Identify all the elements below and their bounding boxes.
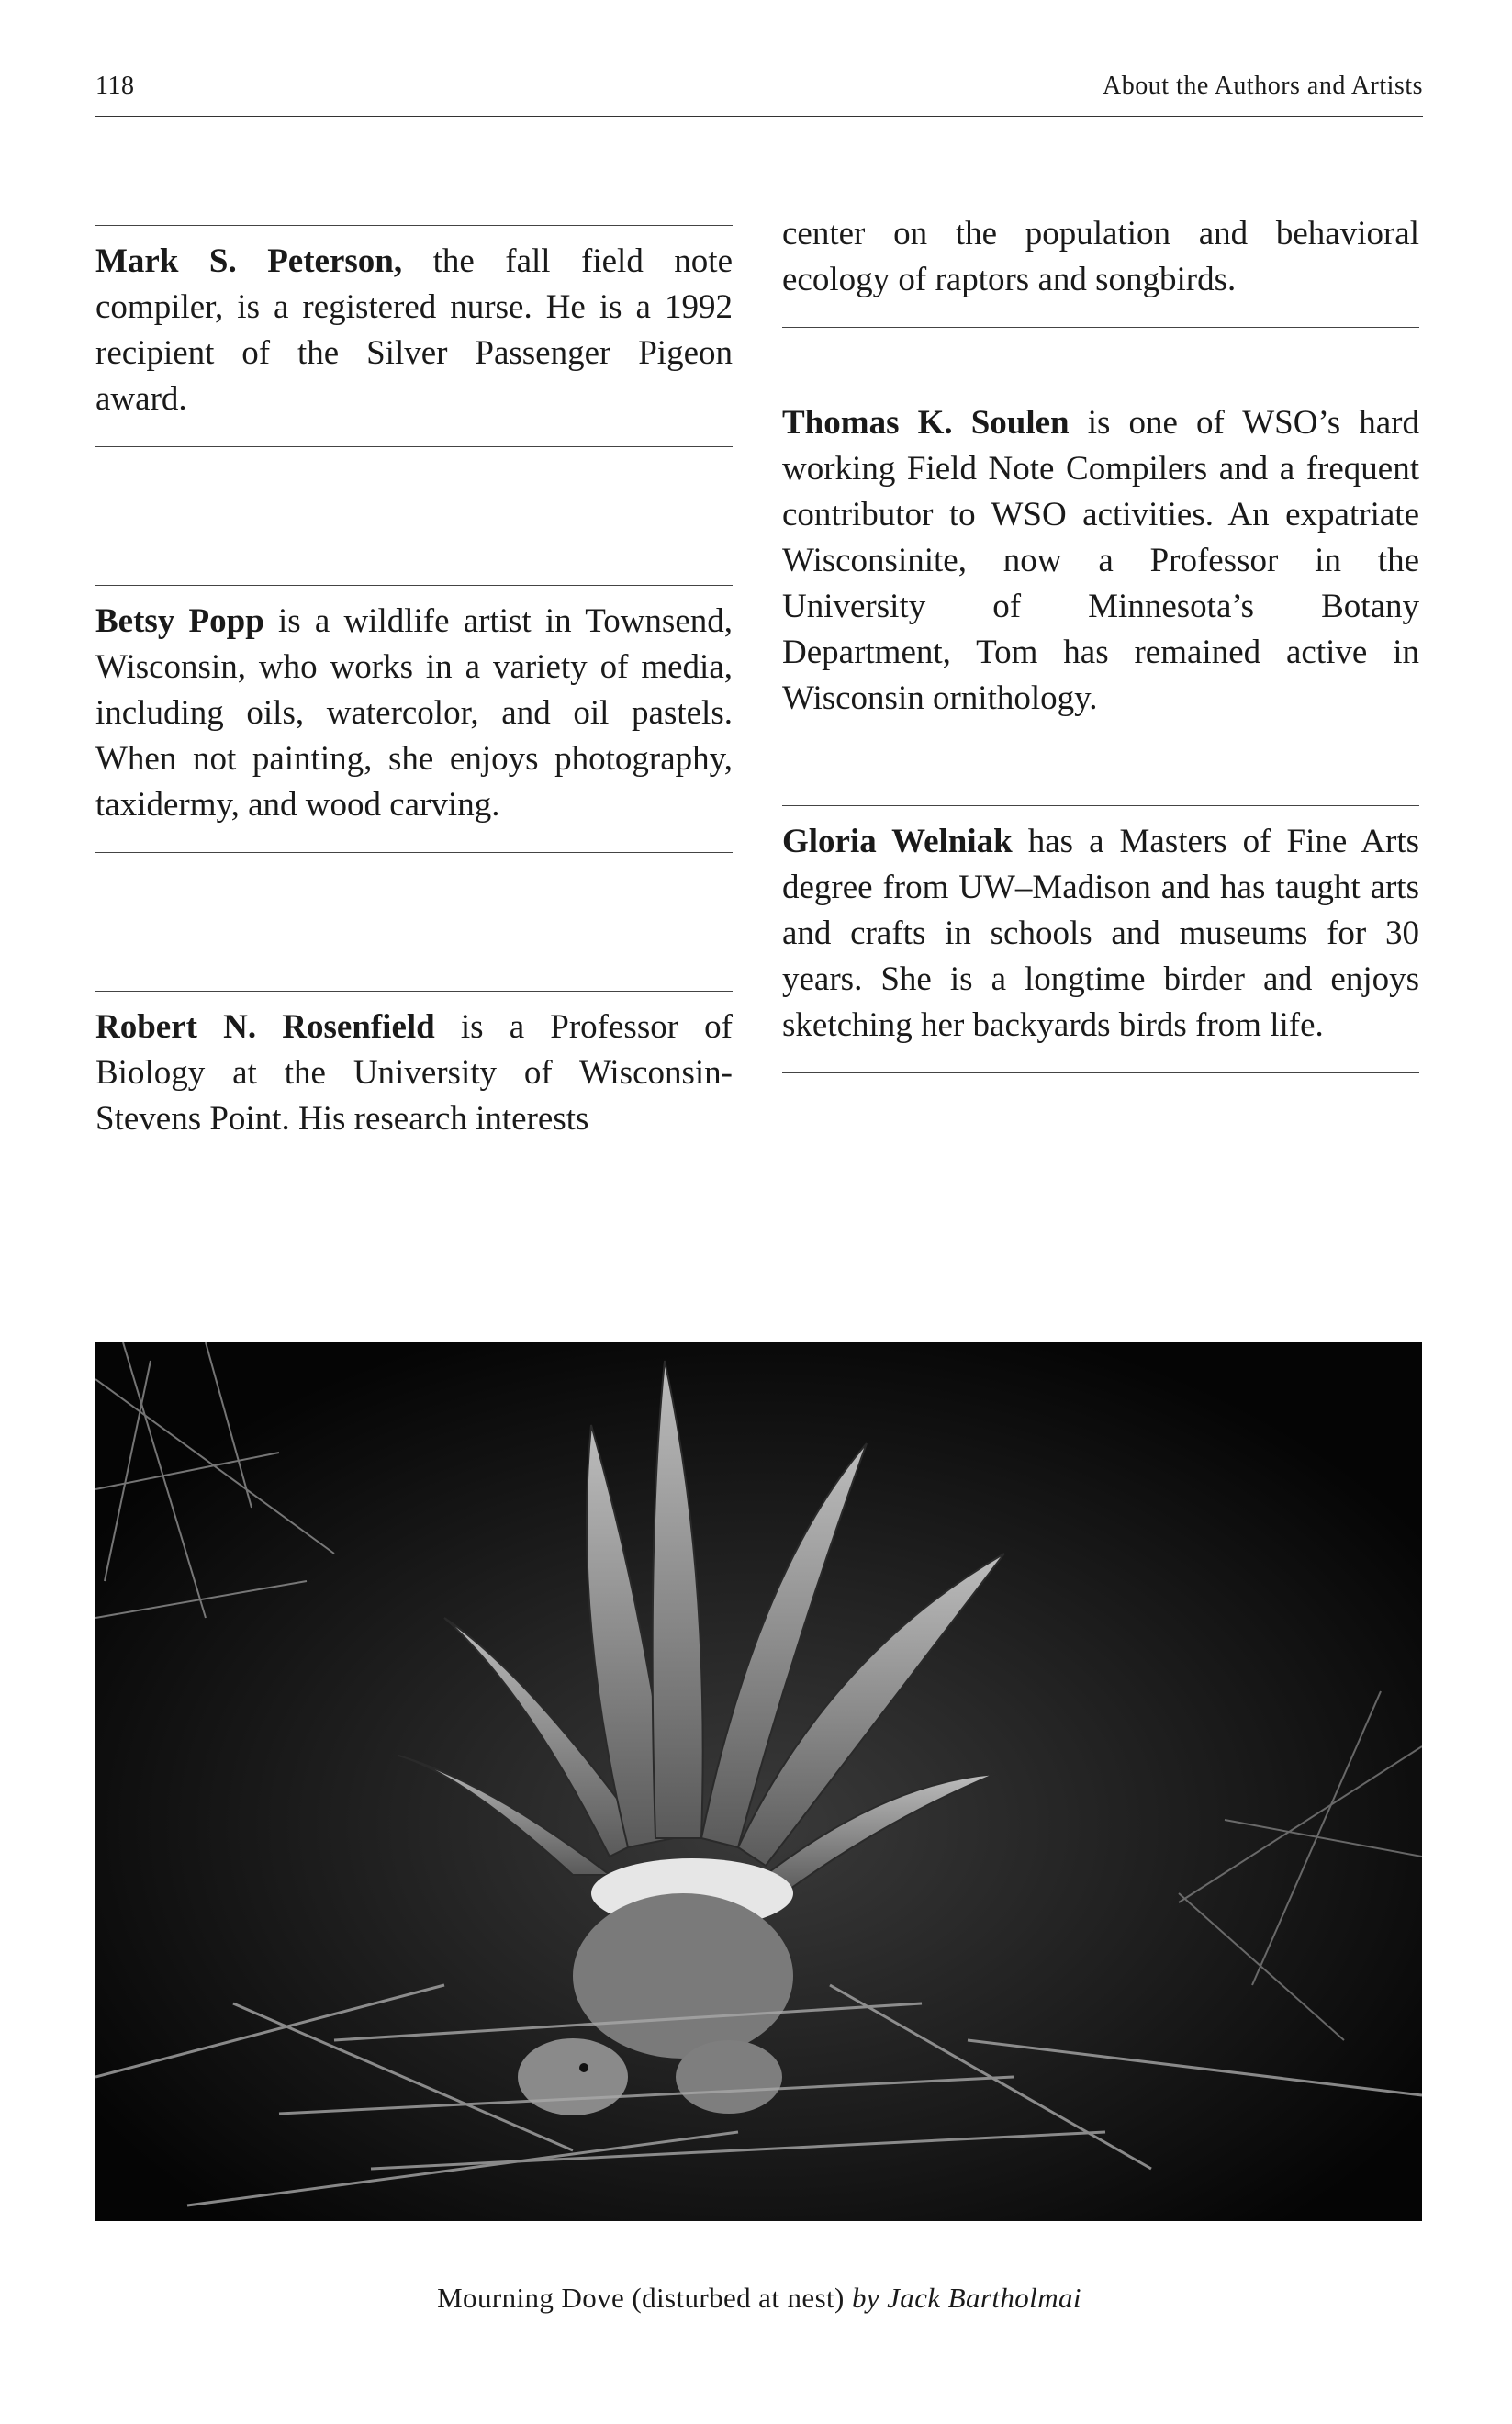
bio-entry-welniak bbox=[782, 805, 1419, 1073]
bio-entry-popp bbox=[95, 585, 733, 853]
bio-continuation bbox=[782, 211, 1419, 328]
dove-body bbox=[573, 1893, 793, 2059]
bio-paragraph bbox=[782, 400, 1419, 722]
bio-paragraph bbox=[782, 819, 1419, 1049]
section-title: About the Authors and Artists bbox=[1103, 72, 1423, 100]
page-number: 118 bbox=[95, 72, 135, 100]
caption-text: Mourning Dove (disturbed at nest) bbox=[437, 2282, 845, 2314]
divider bbox=[782, 1072, 1419, 1073]
bio-text: is a wildlife artist in Townsend, Wisconsin, who works in a variety of media, including oils, watercolor, and oil pastels. When not painting, she enjoys photography, taxidermy, and wood carving. bbox=[95, 602, 734, 824]
bio-paragraph bbox=[95, 599, 733, 828]
photo-illustration bbox=[95, 1342, 1422, 2221]
bio-text: the fall field note compiler, is a registered nurse. He is a 1992 recipient of the Silver Passenger Pigeon award. bbox=[95, 242, 733, 418]
bio-entry-rosenfield bbox=[95, 991, 733, 1142]
divider bbox=[95, 585, 733, 586]
left-column bbox=[95, 225, 733, 1142]
author-name: Gloria Welniak bbox=[782, 823, 1013, 860]
photograph-mourning-dove bbox=[95, 1342, 1422, 2221]
photo-credit: by Jack Bartholmai bbox=[851, 2282, 1081, 2314]
nestling bbox=[518, 2038, 628, 2115]
nestling-eye bbox=[579, 2063, 588, 2072]
author-name: Thomas K. Soulen bbox=[782, 404, 1070, 442]
bio-text: has a Masters of Fine Arts degree from UW–Madison and has taught arts and crafts in schools and museums for 30 years. She is a longtime birder and enjoys sketching her backyards birds from life. bbox=[782, 823, 1419, 1044]
bio-paragraph bbox=[95, 1004, 733, 1142]
bio-entry-peterson bbox=[95, 225, 733, 447]
author-name: Betsy Popp bbox=[95, 602, 264, 640]
bio-paragraph bbox=[95, 239, 733, 422]
bio-text: is a Professor of Biology at the University of Wisconsin-Stevens Point. His research interests bbox=[95, 1008, 734, 1138]
figure-caption bbox=[95, 2282, 1423, 2315]
divider bbox=[782, 805, 1419, 806]
author-name: Mark S. Peterson, bbox=[95, 242, 403, 280]
bio-entry-soulen bbox=[782, 387, 1419, 746]
running-head bbox=[95, 72, 1423, 101]
bio-paragraph: center on the population and behavioral ecology of raptors and songbirds. bbox=[782, 215, 1419, 298]
bio-text: is one of WSO’s hard working Field Note Compilers and a frequent contributor to WSO activities. An expatriate Wisconsinite, now a Professor in the University of Minnesota’s Botany Department, Tom has remained active in Wisconsin ornithology. bbox=[782, 404, 1419, 717]
divider bbox=[95, 991, 733, 992]
author-name: Robert N. Rosenfield bbox=[95, 1008, 435, 1046]
nestling bbox=[676, 2040, 782, 2114]
divider bbox=[95, 225, 733, 226]
header-rule bbox=[95, 116, 1423, 117]
right-column bbox=[782, 211, 1419, 1073]
